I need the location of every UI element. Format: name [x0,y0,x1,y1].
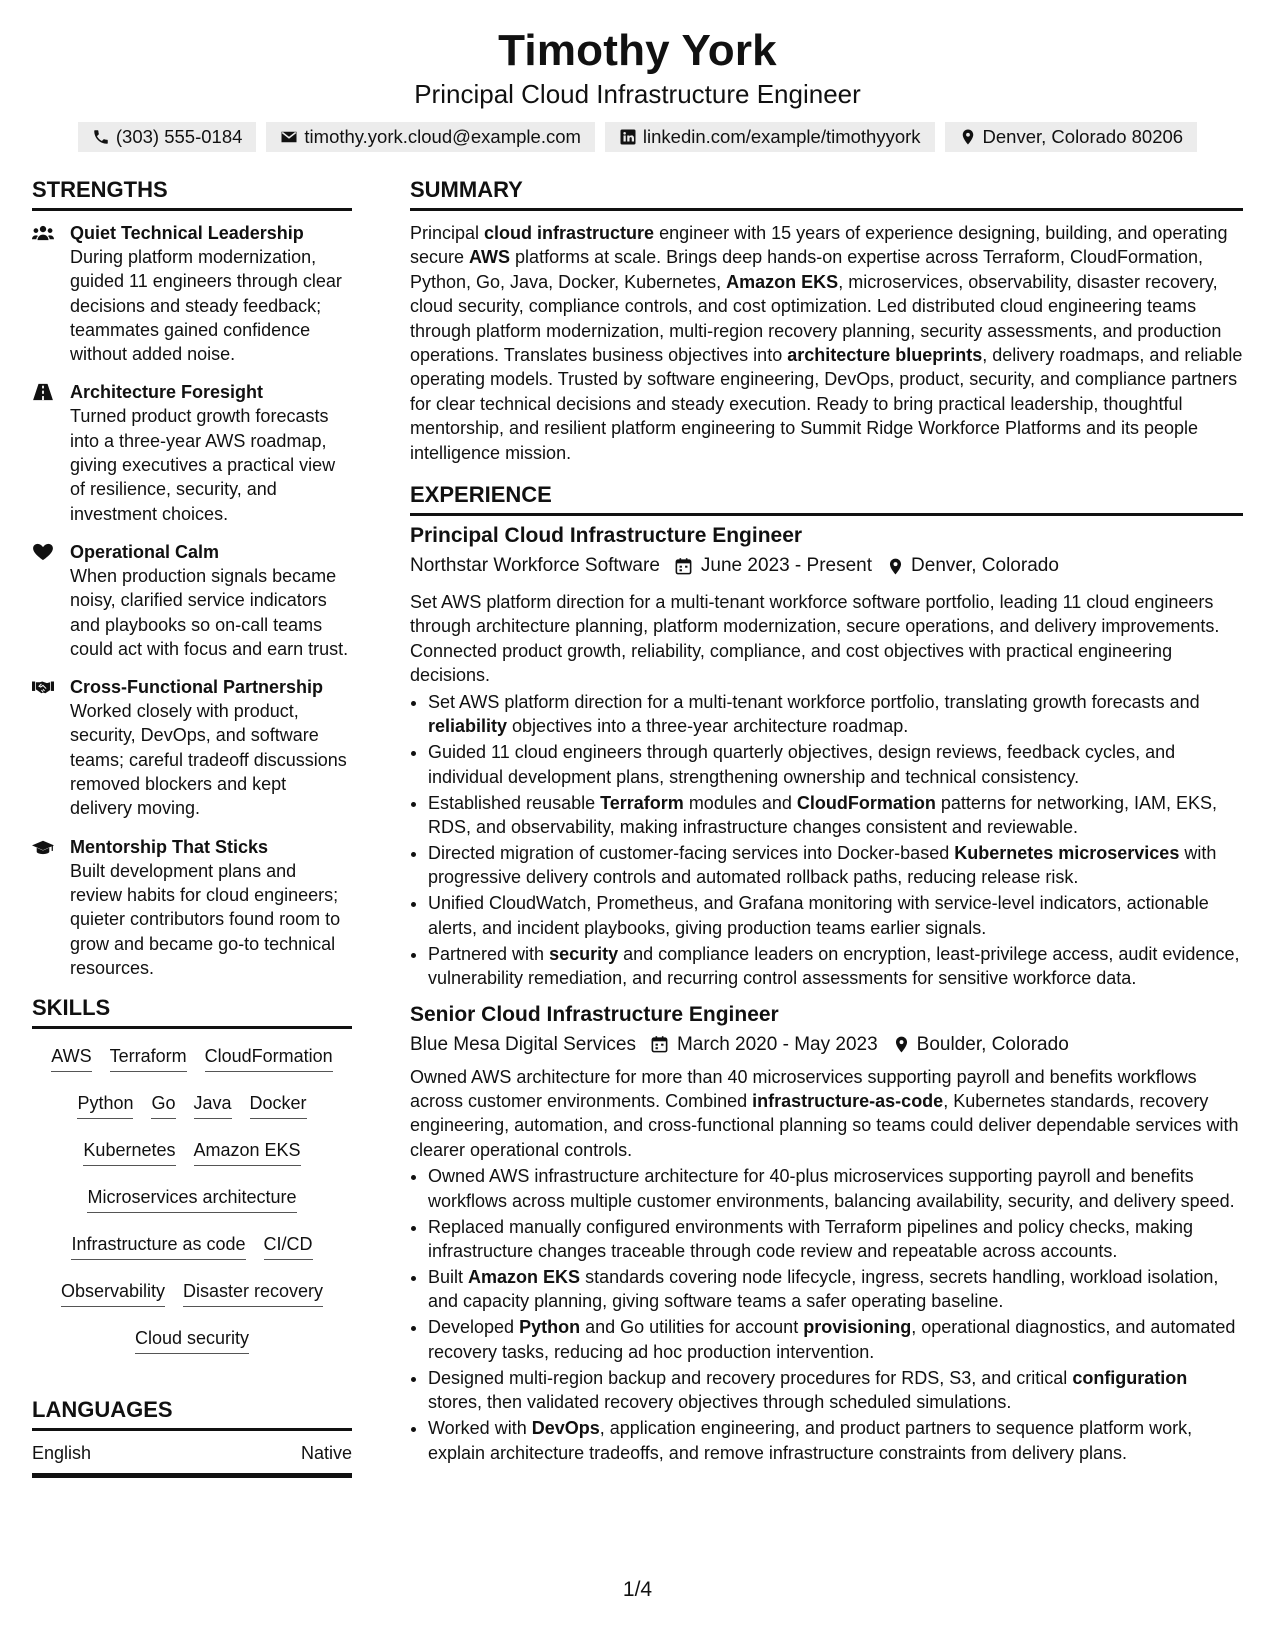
summary-text: Principal cloud infrastructure engineer with 15 years of experience designing, building, and operating secure AWS platforms at scale. Brings deep hands-on expertise across Terraform, CloudFormation, Python, Go, Java, Docker, Kubernetes, Amazon EKS, microservices, observability, disaster recovery, cloud security, compliance controls, and cost optimization. Led distributed cloud engineering teams through platform modernization, multi-region recovery planning, security assessments, and production operations. Translates business objectives into architecture blueprints, delivery roadmaps, and reliable operating models. Trusted by software engineering, DevOps, product, security, and compliance partners for clear technical decisions and steady execution. Ready to bring practical leadership, thoughtful mentorship, and resilient platform engineering to Summit Ridge Workforce Platforms and its people intelligence mission. [410,223,1243,463]
strength-item [32,675,352,820]
candidate-title: Principal Cloud Infrastructure Engineer [414,79,861,109]
skill-tag: AWS [51,1044,91,1072]
phone-icon [92,128,110,146]
job-bullets [410,1164,1243,1465]
job-bullets [410,690,1243,991]
calendar-icon [650,1035,669,1054]
job-bullet: • Set AWS platform direction for a multi-tenant workforce portfolio, translating growth forecasts and reliability objectives into a three-year architecture roadmap. [428,690,1243,739]
skill-tag: Microservices architecture [87,1185,296,1213]
location-pin-icon [886,557,905,576]
strength-title: Architecture Foresight [70,382,264,403]
page-number: 1/4 [622,1578,653,1601]
job-description: Owned AWS architecture for more than 40 microservices supporting payroll and benefits workflows across customer environments. Combined infrastructure-as-code, Kubernetes standards, recovery engineering, automation, and cross-functional planning so teams could deliver dependable services with clearer operational controls. [410,1066,1239,1160]
strength-title: Cross-Functional Partnership [70,677,324,698]
job-bullet: • Built Amazon EKS standards covering node lifecycle, ingress, secrets handling, workload isolation, and capacity planning, giving software teams a safer operating baseline. [428,1265,1243,1314]
job-bullet: • Developed Python and Go utilities for account provisioning, operational diagnostics, and automated recovery tasks, reducing ad hoc production intervention. [428,1315,1243,1364]
strength-title: Operational Calm [70,541,220,562]
envelope-icon [280,128,298,146]
strength-item [32,835,352,980]
skill-tag: Disaster recovery [183,1279,323,1307]
strength-item [32,380,352,525]
skill-tag: Docker [250,1091,307,1119]
job-entry [410,1001,1243,1465]
job-meta [410,1031,1243,1059]
skills-list [32,1039,352,1368]
skill-tag: Terraform [110,1044,187,1072]
contact-location-text: Denver, Colorado 80206 [982,126,1184,147]
job-bullet: • Owned AWS infrastructure architecture for 40-plus microservices supporting payroll and benefits workflows across multiple customer environments, balancing availability, security, and delivery speed. [428,1164,1243,1213]
language-level: Native [300,1443,352,1464]
resume-header [0,0,1275,152]
strength-title: Mentorship That Sticks [70,836,269,857]
job-entry [410,522,1243,990]
job-bullet: • Established reusable Terraform modules and CloudFormation patterns for networking, IAM, EKS, RDS, and observability, making infrastructure changes consistent and reviewable. [428,791,1243,840]
job-bullet: • Directed migration of customer-facing services into Docker-based Kubernetes microservices with progressive delivery controls and automated rollback paths, reducing release risk. [428,841,1243,890]
job-bullet: • Designed multi-region backup and recovery procedures for RDS, S3, and critical configuration stores, then validated recovery objectives through scheduled simulations. [428,1366,1243,1415]
job-company: Blue Mesa Digital Services [410,1033,636,1055]
resume-body [32,176,1243,1478]
skill-tag: Python [77,1091,133,1119]
skill-tag: Infrastructure as code [71,1232,245,1260]
job-location: Denver, Colorado [911,555,1059,577]
graduation-cap-icon [32,838,54,856]
skills-heading: SKILLS [32,994,352,1029]
job-bullet: • Replaced manually configured environments with Terraform pipelines and policy checks, making infrastructure changes traceable through code review and repeatable across accounts. [428,1215,1243,1264]
users-icon [32,224,54,242]
contact-phone-text: (303) 555-0184 [115,126,243,147]
road-icon [32,383,54,401]
skill-tag: Java [194,1091,232,1119]
strength-desc: Turned product growth forecasts into a three-year AWS roadmap, giving executives a practical view of resilience, security, and investment choices. [70,406,336,524]
job-bullet: • Partnered with security and compliance leaders on encryption, least-privilege access, audit evidence, vulnerability remediation, and recurring control assessments for sensitive workforce data. [428,942,1243,991]
contact-location [945,122,1198,152]
contact-bar [0,122,1275,152]
skill-tag: Cloud security [135,1326,249,1354]
job-title: Principal Cloud Infrastructure Engineer [410,524,803,548]
job-company: Northstar Workforce Software [410,555,660,577]
job-description: Set AWS platform direction for a multi-tenant workforce software portfolio, leading 11 cloud engineers through architecture planning, platform modernization, secure operations, and delivery improvements. Connected product growth, reliability, compliance, and cost objectives with practical engineering decisions. [410,592,1220,686]
summary-heading: SUMMARY [410,176,1243,211]
skill-tag: Kubernetes [83,1138,175,1166]
job-title: Senior Cloud Infrastructure Engineer [410,1002,779,1026]
candidate-name: Timothy York [498,26,777,75]
job-bullet: • Guided 11 cloud engineers through quarterly objectives, design reviews, feedback cycles, and individual development plans, strengthening ownership and technical consistency. [428,740,1243,789]
handshake-icon [32,678,54,696]
language-name: English [32,1443,92,1464]
skill-tag: Amazon EKS [194,1138,301,1166]
strengths-heading: STRENGTHS [32,176,352,211]
right-column [410,176,1243,1478]
job-meta [410,552,1243,580]
experience-heading: EXPERIENCE [410,481,1243,516]
contact-email-text: timothy.york.cloud@example.com [304,126,581,147]
skill-tag: CI/CD [264,1232,313,1260]
contact-phone [78,122,257,152]
strength-item [32,221,352,366]
language-row [32,1431,352,1478]
contact-email[interactable] [266,122,595,152]
strength-desc: When production signals became noisy, clarified service indicators and playbooks so on-call teams could act with focus and earn trust. [70,565,349,659]
strength-desc: During platform modernization, guided 11 engineers through clear decisions and steady feedback; teammates gained confidence without added noise. [70,247,342,365]
job-bullet: • Worked with DevOps, application engineering, and product partners to sequence platform work, explain architecture tradeoffs, and remove infrastructure constraints from delivery plans. [428,1416,1243,1465]
skill-tag: CloudFormation [205,1044,333,1072]
left-column [32,176,352,1478]
location-pin-icon [959,128,977,146]
location-pin-icon [892,1035,911,1054]
strength-title: Quiet Technical Leadership [70,223,304,243]
contact-linkedin[interactable] [605,122,935,152]
job-location: Boulder, Colorado [916,1033,1069,1055]
job-dates: June 2023 - Present [700,555,873,577]
strength-desc: Worked closely with product, security, DevOps, and software teams; careful tradeoff discussions removed blockers and kept delivery moving. [70,701,347,819]
strength-item [32,540,352,661]
calendar-icon [674,557,693,576]
linkedin-icon [619,128,637,146]
languages-heading: LANGUAGES [32,1396,352,1431]
job-dates: March 2020 - May 2023 [676,1033,878,1055]
strength-desc: Built development plans and review habits for cloud engineers; quieter contributors found room to grow and became go-to technical resources. [70,860,341,978]
skill-tag: Go [151,1091,175,1119]
contact-linkedin-text: linkedin.com/example/timothyyork [642,126,921,147]
heart-icon [32,543,54,561]
job-bullet: • Unified CloudWatch, Prometheus, and Grafana monitoring with service-level indicators, actionable alerts, and incident playbooks, giving production teams earlier signals. [428,891,1243,940]
skill-tag: Observability [61,1279,165,1307]
